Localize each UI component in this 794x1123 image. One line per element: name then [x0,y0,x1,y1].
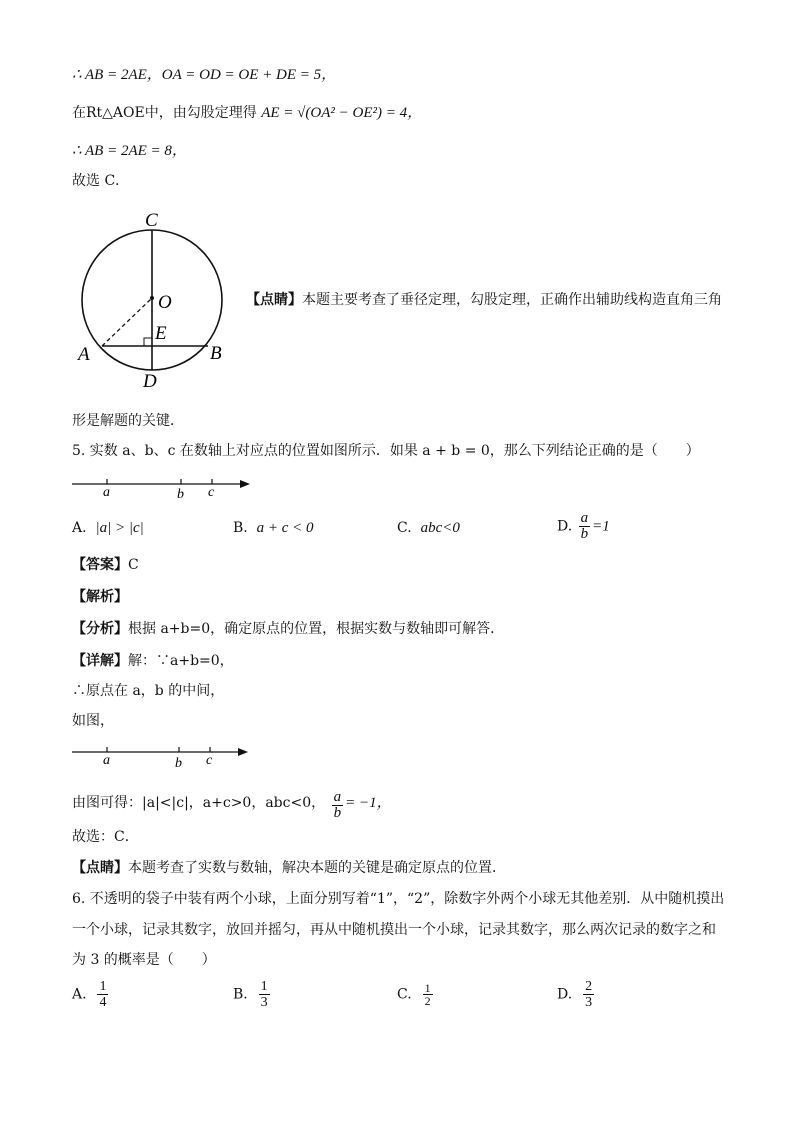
axis-label-c: c [206,753,213,768]
q5-dianjing: 【点睛】本题考查了实数与数轴，解决本题的关键是确定原点的位置． [72,860,506,876]
number-line-1 [72,474,257,502]
fraction: $\frac{a}{b}$ [333,789,342,821]
q5-option-c[interactable]: C. abc<0 [397,520,460,536]
axis-label-c: c [208,485,215,500]
q6-stem-3: 为 3 的概率是（ ） [72,952,216,968]
q5-step-2: 如图， [72,713,114,729]
q5-option-a[interactable]: A. |a| > |c| [72,520,144,536]
q5-answer: 【答案】C [72,557,139,573]
fraction: $\frac{a}{b}$ [580,510,589,542]
number-line-2 [72,742,257,772]
label-a: A [78,344,90,365]
q6-option-c[interactable]: C. $\frac{1}{2}$ [397,981,431,1008]
q5-fenxi: 【分析】根据 a+b=0，确定原点的位置，根据实数与数轴即可解答． [72,621,505,637]
q5-result: 由图可得：|a|<|c|，a+c>0，abc<0， $\frac{a}{b}$ = −1， [72,789,392,821]
axis-label-a: a [103,753,110,768]
arrow-icon [240,480,250,488]
fraction: $\frac{1}{3}$ [260,979,268,1010]
axis-label-b: b [177,487,184,502]
fraction: $\frac{1}{2}$ [424,981,431,1008]
axis-label-b: b [175,756,182,771]
label-d: D [143,371,157,392]
q6-option-d[interactable]: D. $\frac{2}{3}$ [557,979,593,1010]
label-b: B [210,343,222,364]
q6-stem-2: 一个小球，记录其数字，放回并摇匀，再从中随机摸出一个小球，记录其数字，那么两次记录的数字之和 [72,922,716,938]
fraction: $\frac{1}{4}$ [99,979,107,1010]
q5-step-1: ∴原点在 a，b 的中间， [72,683,225,699]
point-o [150,296,154,300]
q5-stem: 5. 实数 a、b、c 在数轴上对应点的位置如图所示．如果 a + b = 0，那么下列结论正确的是（ ） [72,443,700,459]
right-angle-mark [144,338,152,346]
fraction: $\frac{2}{3}$ [585,979,593,1010]
circle-figure [72,204,242,394]
q5-xiangjie: 【详解】解：∵a+b=0， [72,653,234,669]
axis-label-a: a [103,485,110,500]
q6-option-b[interactable]: B. $\frac{1}{3}$ [233,979,268,1010]
q6-option-a[interactable]: A. $\frac{1}{4}$ [72,979,107,1010]
q5-option-b[interactable]: B. a + c < 0 [233,520,314,536]
dianjing-line: 【点睛】本题主要考查了垂径定理，勾股定理，正确作出辅助线构造直角三角 [246,292,722,308]
solution-line-1: ∴ AB = 2AE，OA = OD = OE + DE = 5， [72,67,337,83]
q5-jiexi: 【解析】 [72,589,128,605]
q6-stem-1: 6. 不透明的袋子中装有两个小球，上面分别写着“1”，“2”，除数字外两个小球无其他差别．从中随机摸出 [72,891,725,907]
arrow-icon [238,748,248,756]
solution-line-3: ∴ AB = 2AE = 8， [72,143,187,159]
q5-option-d[interactable]: D. $\frac{a}{b}$ =1 [557,510,610,542]
solution-line-4: 故选 C． [72,173,130,189]
solution-line-2: 在Rt△AOE中，由勾股定理得 AE = √(OA² − OE²) = 4， [72,105,423,121]
dianjing-continuation: 形是解题的关键． [72,413,184,429]
label-c: C [145,210,158,231]
label-o: O [158,292,172,313]
label-e: E [155,323,167,344]
q5-choose: 故选：C． [72,829,139,845]
